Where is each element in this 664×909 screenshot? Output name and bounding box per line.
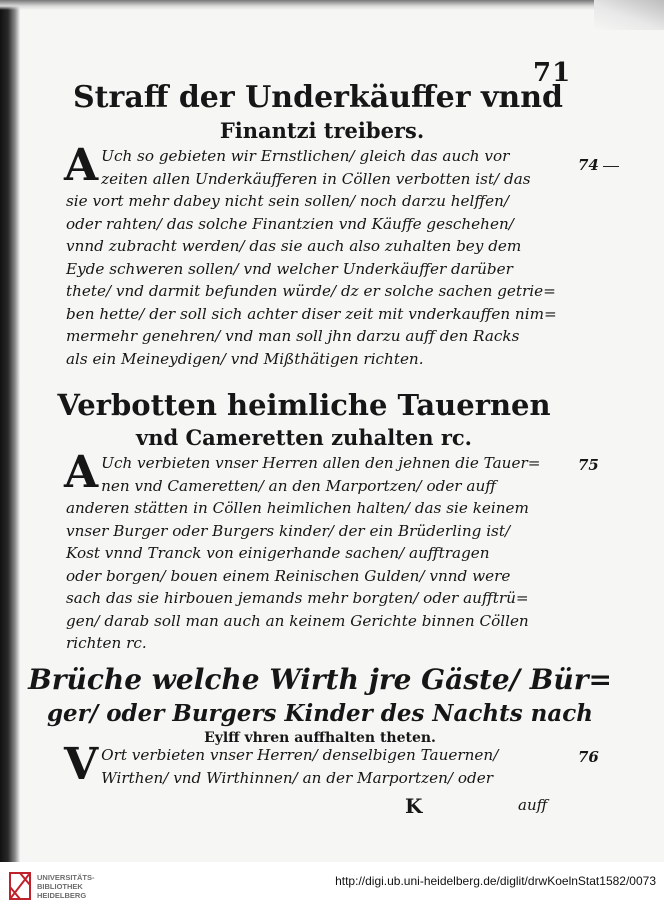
text-line: oder rahten/ das solche Finantzien vnd Käuffe geschehen/	[66, 214, 514, 233]
catchword: auff	[518, 796, 548, 814]
text-line: sach das sie hirbouen jemands mehr borgten/ oder aufftrü=	[66, 589, 529, 607]
viewer-footer	[0, 862, 664, 909]
drop-cap-initial: A	[64, 140, 99, 191]
text-line: oder borgen/ bouen einem Reinischen Gulden/ vnnd were	[66, 566, 511, 585]
text-line: Kost vnnd Tranck von einigerhande sachen/ aufftragen	[66, 544, 490, 562]
permalink-url[interactable]: http://digi.ub.uni-heidelberg.de/diglit/drwKoelnStat1582/0073	[335, 874, 656, 888]
library-name-line: UNIVERSITÄTS-	[37, 872, 95, 882]
text-line: zeiten allen Underkäufferen in Cöllen verbotten ist/ das	[101, 169, 531, 188]
page-number: 71	[533, 58, 572, 88]
text-line: ben hette/ der soll sich achter diser zeit mit vnderkauffen nim=	[66, 304, 557, 323]
text-line: sie vort mehr dabey nicht sein sollen/ noch darzu helffen/	[66, 192, 509, 210]
paragraph-2	[64, 447, 566, 655]
drop-cap-initial: V	[64, 739, 99, 790]
text-line: Uch verbieten vnser Herren allen den jehnen die Tauer=	[101, 454, 541, 472]
library-logo[interactable]	[8, 871, 95, 901]
margin-number-76: 76	[578, 748, 599, 766]
margin-number-74: 74	[578, 156, 619, 174]
text-line: Eyde schweren sollen/ vnd welcher Underkäuffer darüber	[66, 259, 513, 278]
section-heading-3-line-3: Eylff vhren auffhalten theten.	[204, 730, 436, 746]
university-seal-icon	[8, 871, 32, 901]
section-heading-1-line-1: Straff der Underkäuffer vnnd	[72, 80, 564, 115]
library-name-line: HEIDELBERG	[37, 890, 87, 900]
library-name	[37, 873, 95, 900]
page-corner-fold	[594, 0, 664, 30]
text-line: vnser Burger oder Burgers kinder/ der ein Brüderling ist/	[66, 521, 511, 540]
text-line: mermehr genehren/ vnd man soll jhn darzu auff den Racks	[66, 327, 520, 345]
text-line: gen/ darab soll man auch an keinem Gerichte binnen Cöllen	[66, 611, 529, 630]
text-line: nen vnd Cameretten/ an den Marportzen/ oder auff	[101, 476, 496, 495]
page-top-edge	[0, 0, 664, 10]
text-line: richten rc.	[66, 634, 147, 652]
margin-number-75: 75	[578, 456, 599, 474]
paragraph-3	[64, 739, 566, 790]
section-heading-2-line-2: vnd Cameretten zuhalten rc.	[136, 425, 472, 450]
text-line: Ort verbieten vnser Herren/ denselbigen Tauernen/	[101, 746, 499, 764]
paragraph-1	[64, 140, 566, 370]
section-heading-2-line-1: Verbotten heimliche Tauernen	[57, 388, 551, 422]
library-name-line: BIBLIOTHEK	[37, 881, 83, 891]
text-line: Wirthen/ vnd Wirthinnen/ an der Marportzen/ oder	[101, 768, 493, 787]
text-line: Uch so gebieten wir Ernstlichen/ gleich das auch vor	[101, 147, 510, 165]
drop-cap-initial: A	[64, 447, 99, 498]
section-heading-1-line-2: Finantzi treibers.	[219, 118, 425, 143]
text-line: als ein Meineydigen/ vnd Mißthätigen richten.	[66, 349, 424, 368]
text-line: anderen stätten in Cöllen heimlichen halten/ das sie keinem	[66, 499, 529, 517]
section-heading-3-line-2: ger/ oder Burgers Kinder des Nachts nach	[46, 700, 594, 727]
signature-mark: K	[405, 794, 423, 818]
section-heading-3-line-1: Brüche welche Wirth jre Gäste/ Bür=	[28, 663, 612, 696]
text-line: thete/ vnd darmit befunden würde/ dz er solche sachen getrie=	[66, 282, 556, 300]
text-line: vnnd zubracht werden/ das sie auch also zuhalten bey dem	[66, 237, 522, 255]
